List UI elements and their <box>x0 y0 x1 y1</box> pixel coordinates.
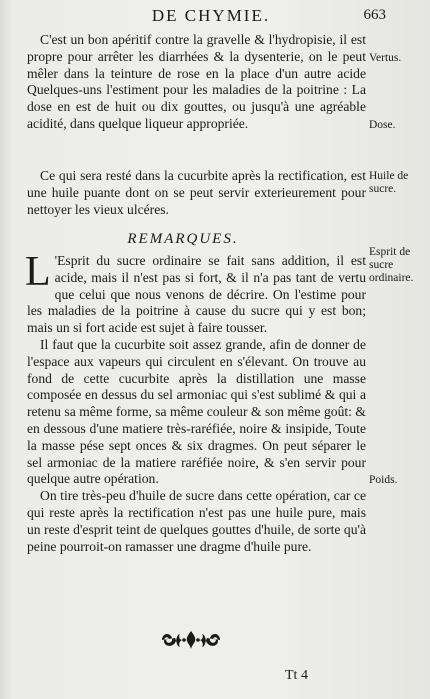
body-block-rectification <box>27 168 366 218</box>
paragraph-esprit-sucre-text: 'Esprit du sucre ordinaire se fait sans addition, il est acide, mais il n'est pas si fort, & il n'a pas tant de vertu que celui que nous venons de décrire. On l'estime pour les maladies de la poitrine à cause du sucre qui y est bon; mais un si fort acide est sujet à faire tousser. <box>27 253 366 336</box>
margin-note-huile-de-sucre: Huile de sucre. <box>369 170 409 195</box>
signature-mark: Tt 4 <box>285 668 308 683</box>
body-block-remarques <box>25 249 366 555</box>
page-number: 663 <box>363 7 386 23</box>
drop-cap: L <box>25 249 51 295</box>
margin-note-esprit-de-sucre: Esprit de sucre ordinaire. <box>369 246 414 284</box>
running-title: DE CHYMIE. <box>151 6 271 25</box>
margin-note-poids: Poids. <box>369 474 398 486</box>
paragraph-huile: Ce qui sera resté dans la cucurbite après la rectification, est une huile puante dont on se peut servir exterieurement pour nettoyer les vieux ulcéres. <box>27 168 366 217</box>
fleuron-ornament-icon <box>158 629 224 651</box>
paragraph-huile-de-sucre: On tire très-peu d'huile de sucre dans cette opération, car ce qui reste après la rectification n'est pas une huile pure, mais un reste d'esprit teint de quelques gouttes d'huile, de sorte qu'à peine pourroit-on ramasser une dragme d'huile pure. <box>27 488 366 554</box>
margin-note-dose: Dose. <box>369 119 396 131</box>
page-header <box>0 6 430 30</box>
paragraph-cucurbite: Il faut que la cucurbite soit assez grande, afin de donner de l'espace aux vapeurs qui circulent en s'élevant. On trouve au fond de cette cucurbite après la distillation une masse composée en dessus du sel armoniac qui s'est sublimé & qui a retenu sa même forme, sa même couleur & son même goût: & en dessous d'une matiere très-raréfiée, noire & insipide, Toute la masse pése sept onces & six dragmes. On peut séparer le sel armoniac de la matiere raréfiée noire, & s'en servir pour quelque autre opération. <box>27 336 366 487</box>
body-block-top <box>27 32 366 133</box>
section-heading-remarques: REMARQUES. <box>127 231 239 247</box>
margin-note-vertus: Vertus. <box>369 52 402 64</box>
paragraph-esprit-sucre <box>25 249 366 337</box>
paragraph-aperitif: C'est un bon apéritif contre la gravelle & l'hydropisie, il est propre pour arrêter les diarrhées & la dysenterie, on le peut mêler dans la teinture de rose en la place d'un autre acide Quelques-uns l'estiment pour les maladies de la poitrine : La dose en est de huit ou dix gouttes, ou jusqu'à une agréable acidité, dans quelque liqueur appropriée. <box>27 32 366 131</box>
